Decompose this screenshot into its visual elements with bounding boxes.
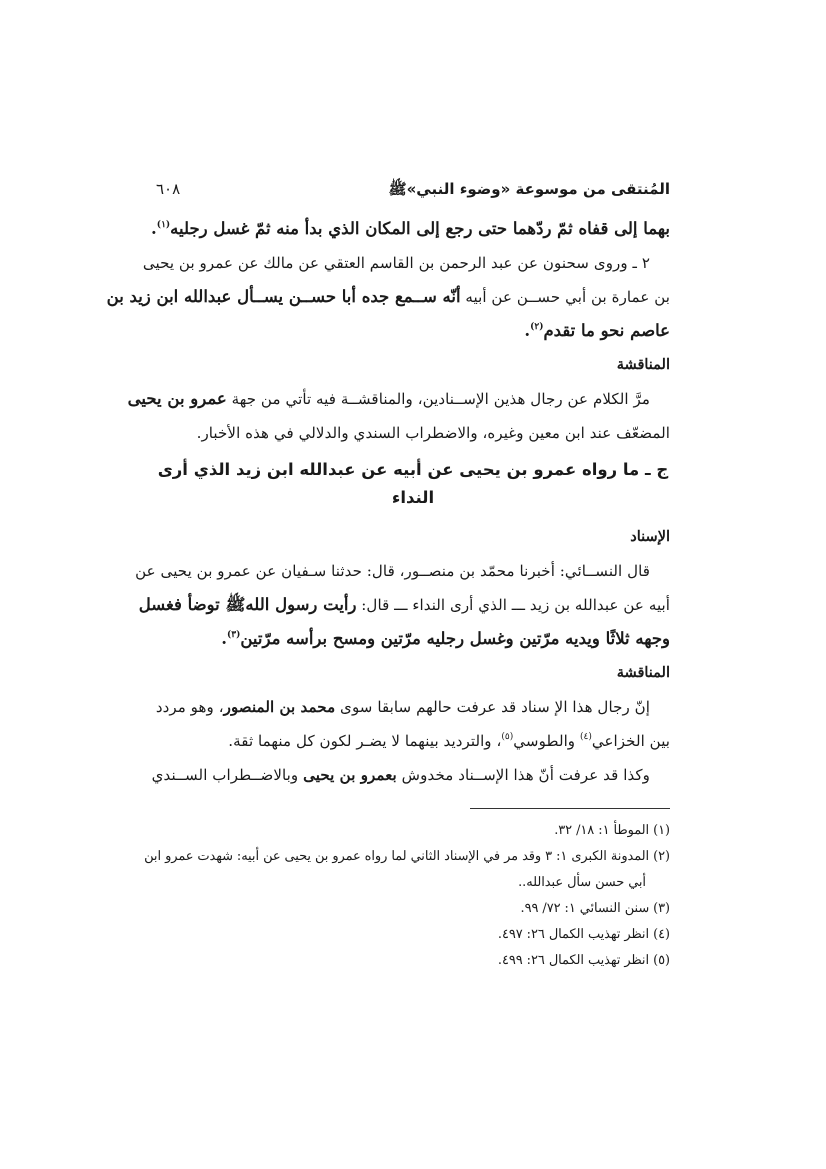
- text-run: عاصم نحو ما تقدم: [543, 321, 670, 340]
- footnote-2-continued: أبي حسن سأل عبدالله..: [518, 875, 646, 890]
- text-run: مرَّ الكلام عن رجال هذين الإســنادين، والمناقشــة فيه تأتي من جهة: [226, 390, 650, 408]
- paragraph-line: [156, 724, 670, 758]
- footnote-ref-2: (٢): [530, 322, 544, 332]
- text-run: والطوسي: [513, 732, 580, 750]
- paragraph-line: قال النســائي: أخبرنا محمّد بن منصــور، قال: حدثنا سـفيان عن عمرو بن يحيى عن: [135, 562, 650, 580]
- text-run: وكذا قد عرفت أنّ هذا الإســناد مخدوش: [396, 766, 650, 784]
- text-run: وجهه ثلاثًا ويديه مرّتين وغسل رجليه مرّتين ومسح برأسه مرّتين: [240, 629, 670, 648]
- text-run: أبيه عن عبدالله بن زيد ـــ الذي أرى النداء ـــ قال:: [356, 596, 670, 614]
- running-title: المُنتقى من موسوعة «وضوء النبي»ﷺ: [388, 180, 670, 198]
- text-run: بن عمارة بن أبي حســن عن أبيه: [460, 288, 670, 306]
- page-number: ٦٠٨: [156, 180, 181, 198]
- footnotes: [144, 818, 670, 974]
- footnote-divider: [470, 808, 670, 809]
- paragraph-line: ٢ ـ وروى سحنون عن عبد الرحمن بن القاسم العتقي عن مالك عن عمرو بن يحيى: [142, 254, 650, 272]
- paragraph-line: [106, 280, 670, 314]
- text-run: .: [151, 219, 157, 238]
- heading-isnad: الإسناد: [630, 528, 670, 545]
- bold-text-run: أنّه ســمع جده أبا حســن يســأل عبدالله ابن زيد بن: [106, 287, 461, 306]
- bold-text-run: عمرو بن يحيى: [127, 389, 227, 408]
- paragraph-line: [138, 588, 670, 622]
- footnote-4: (٤) انظر تهذيب الكمال ٢٦: ٤٩٧.: [497, 927, 670, 942]
- text-run: .: [524, 321, 531, 340]
- text-run: .: [221, 629, 227, 648]
- heading-discussion: المناقشة: [616, 664, 670, 681]
- paragraph-line: [156, 690, 670, 724]
- footnote-2: (٢) المدونة الكبرى ١: ٣ وقد مر في الإسناد الثاني لما رواه عمرو بن يحيى عن أبيه: شهدت عمرو ابن: [144, 849, 670, 864]
- section-title: ج ـ ما رواه عمرو بن يحيى عن أبيه عن عبدالله ابن زيد الذي أرى النداء: [157, 460, 669, 507]
- text-run: ، والترديد بينهما لا يضـر لكون كل منهما ثقة.: [228, 732, 502, 750]
- main-text: [106, 212, 670, 792]
- paragraph-line: [127, 382, 670, 416]
- bold-text-run: بعمرو بن يحيى: [303, 766, 397, 784]
- bold-text-run: محمد بن المنصور: [223, 698, 336, 716]
- text-run: بهما إلى قفاه ثمّ ردّهما حتى رجع إلى المكان الذي بدأ منه ثمّ غسل رجليه: [170, 219, 670, 238]
- paragraph-line: [151, 212, 670, 246]
- text-run: بين الخزاعي: [591, 732, 670, 750]
- footnote-ref-3: (٣): [226, 630, 241, 640]
- footnote-ref-5: (٥): [501, 732, 514, 742]
- text-run: ، وهو مردد: [155, 698, 224, 716]
- text-run: إنّ رجال هذا الإ سناد قد عرفت حالهم سابقا سوى: [335, 698, 650, 716]
- paragraph-line: [156, 622, 670, 656]
- footnote-5: (٥) انظر تهذيب الكمال ٢٦: ٤٩٩.: [497, 953, 670, 968]
- footnote-1: (١) الموطأ ١: ١٨/ ٣٢.: [554, 823, 670, 838]
- footnote-3: (٣) سنن النسائي ١: ٧٢/ ٩٩.: [520, 901, 670, 916]
- bold-text-run: رأيت رسول اللهﷺ توضأ فغسل: [138, 595, 357, 614]
- footnote-ref-1: (١): [156, 220, 171, 230]
- heading-discussion: المناقشة: [616, 356, 670, 373]
- paragraph-line: [156, 314, 670, 348]
- page-header: [156, 176, 670, 202]
- paragraph-line: [151, 758, 670, 792]
- paragraph-line: المضعّف عند ابن معين وغيره، والاضطراب السندي والدلالي في هذه الأخبار.: [196, 424, 670, 442]
- footnote-ref-4: (٤): [579, 732, 592, 742]
- text-run: وبالاضــطراب الســندي: [151, 766, 304, 784]
